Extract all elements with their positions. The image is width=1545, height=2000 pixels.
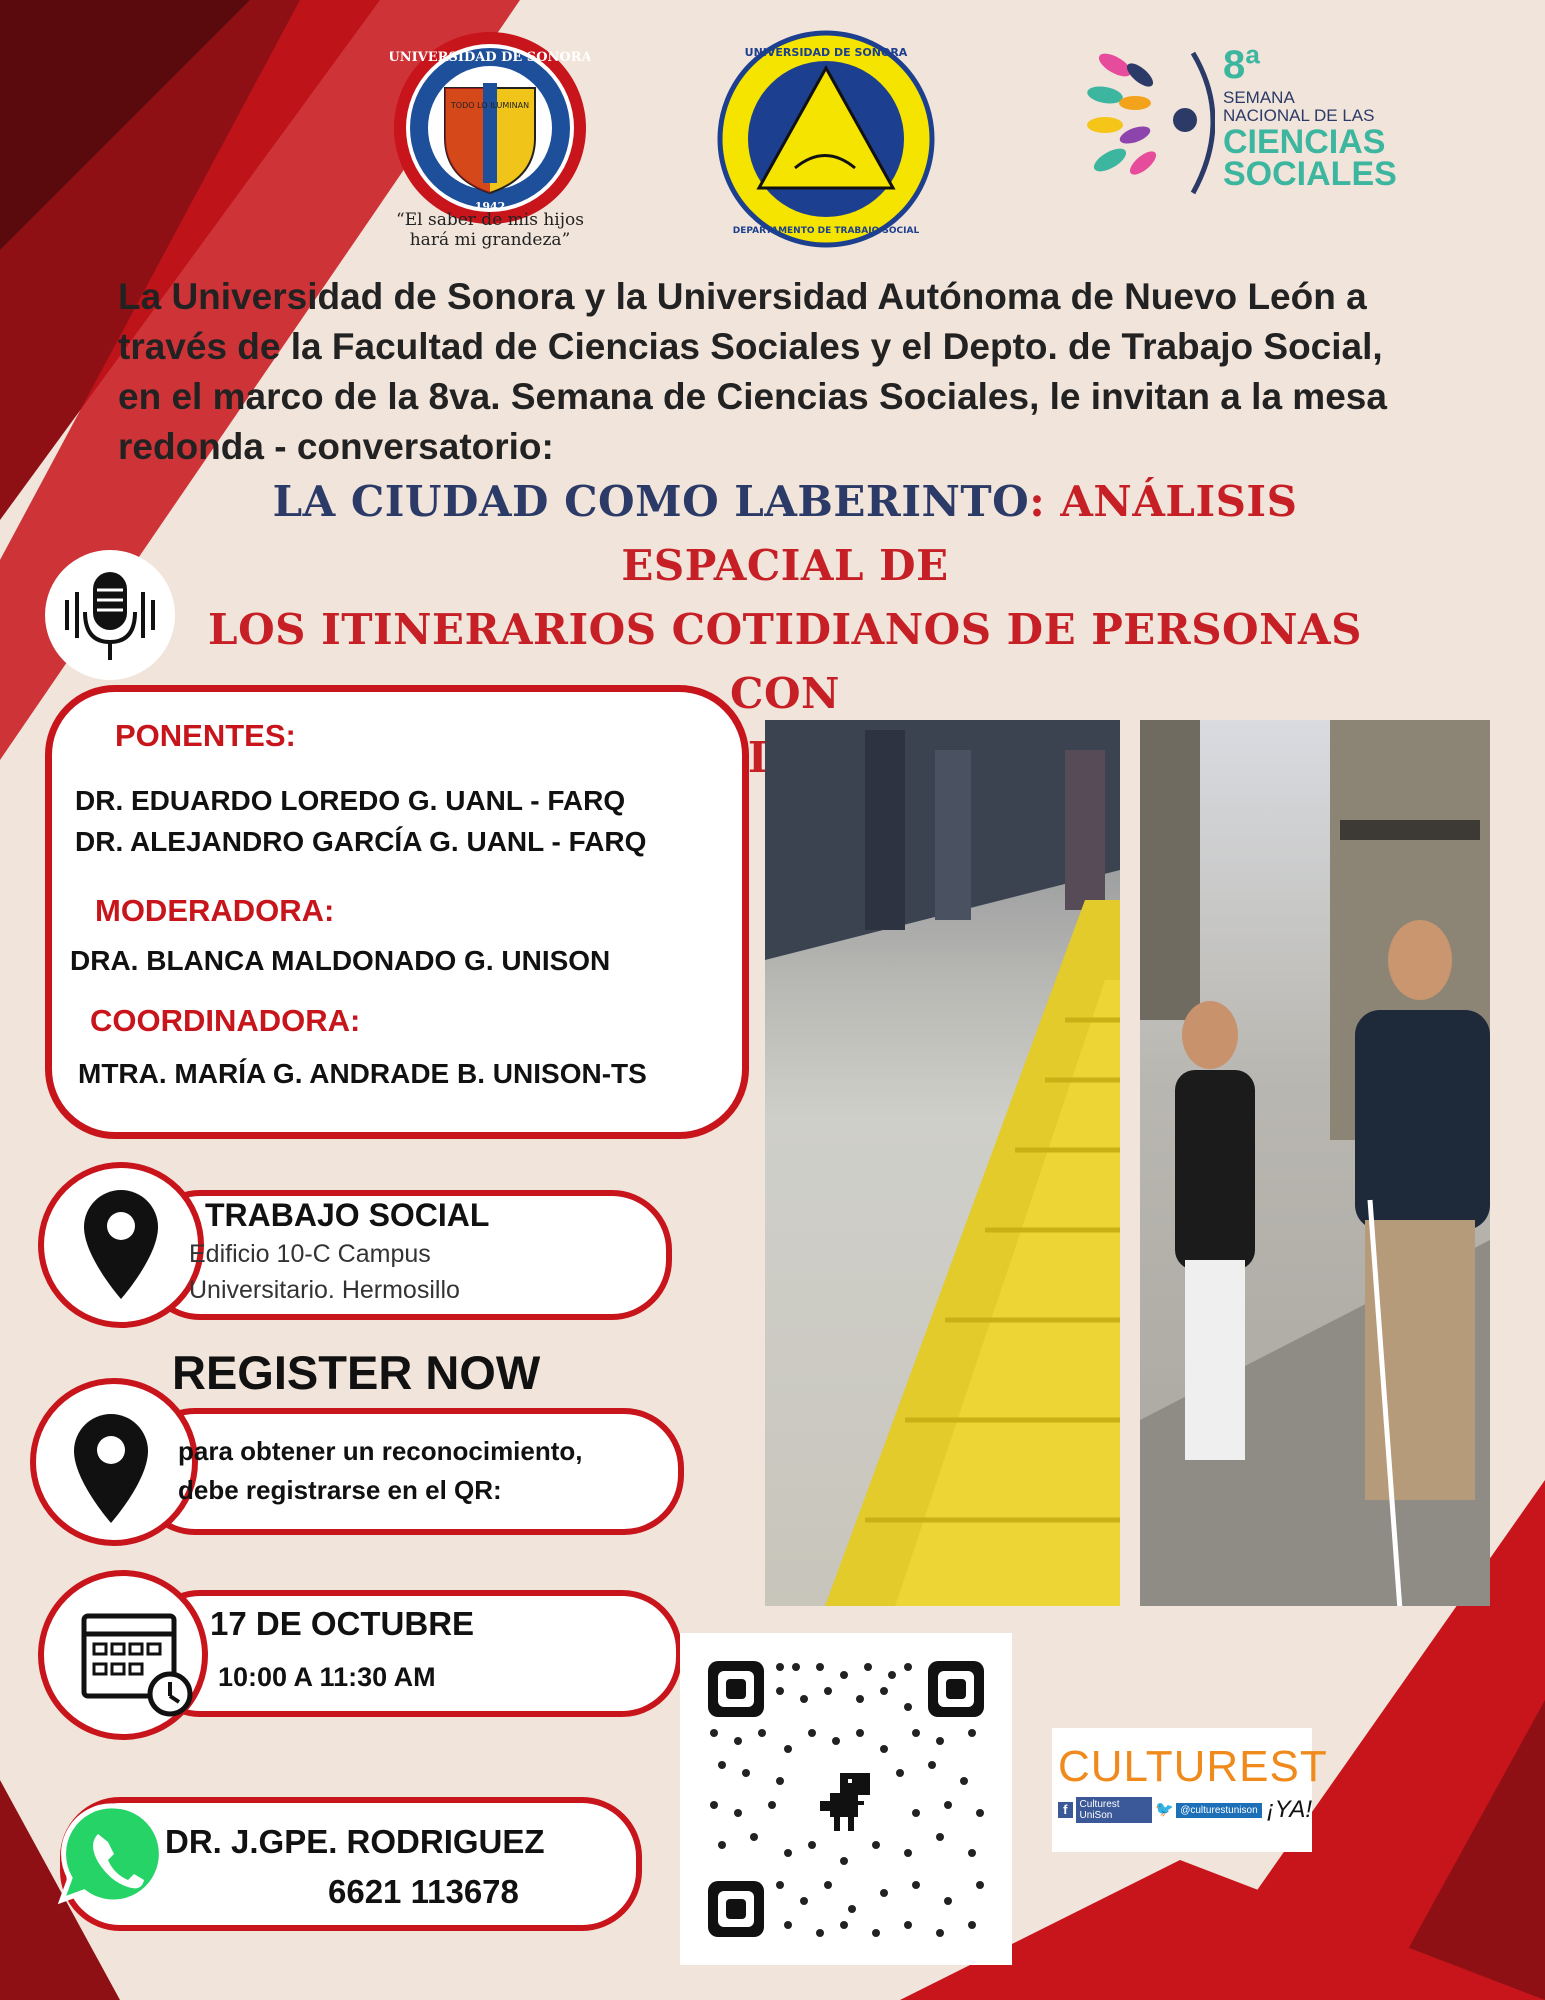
register-line2: debe registrarse en el QR:	[178, 1475, 502, 1505]
ponente-1: DR. EDUARDO LOREDO G. UANL - FARQ	[75, 785, 626, 816]
trabajo-social-seal-logo	[715, 28, 937, 250]
unison-motto	[370, 210, 610, 250]
event-time: 10:00 A 11:30 AM	[218, 1662, 436, 1692]
ts-seal-top-text: UNIVERSIDAD DE SONORA	[744, 46, 908, 59]
intro-line-4: redonda - conversatorio:	[118, 426, 554, 467]
twitter-icon: 🐦	[1155, 1801, 1174, 1818]
register-line1: para obtener un reconocimiento,	[178, 1436, 583, 1466]
intro-paragraph	[118, 272, 1518, 472]
motto-line-1: “El saber de mis hijos	[396, 210, 584, 230]
register-now-heading: REGISTER NOW	[172, 1346, 541, 1399]
location-icon-circle	[38, 1162, 204, 1328]
title-line2: LOS ITINERARIOS COTIDIANOS DE PERSONAS CON	[208, 605, 1362, 718]
unison-seal-year: 1942	[474, 200, 506, 213]
contact-name: DR. J.GPE. RODRIGUEZ	[165, 1823, 545, 1860]
location-line2: Universitario. Hermosillo	[189, 1276, 460, 1304]
culturest-title: CULTUREST	[1058, 1742, 1328, 1791]
tactile-paving-photo	[765, 720, 1120, 1606]
intro-line-3: en el marco de la 8va. Semana de Ciencias Sociales, le invitan a la mesa	[118, 376, 1387, 417]
semana-line4: SOCIALES	[1223, 155, 1397, 193]
register-box	[135, 1408, 684, 1535]
intro-line-1: La Universidad de Sonora y la Universidad Autónoma de Nuevo León a	[118, 276, 1367, 317]
facebook-icon: f	[1058, 1802, 1073, 1818]
semana-ciencias-sociales-logo	[1085, 43, 1397, 195]
location-title: TRABAJO SOCIAL	[205, 1197, 490, 1233]
blind-walkers-photo	[1140, 720, 1490, 1606]
map-pin-icon	[36, 1384, 192, 1540]
culturest-logo	[1052, 1728, 1328, 1852]
calendar-clock-icon	[44, 1576, 202, 1734]
title-part2: : ANÁLISIS ESPACIAL DE	[621, 477, 1298, 590]
intro-line-2: través de la Facultad de Ciencias Sociales y el Depto. de Trabajo Social,	[118, 326, 1383, 367]
title-part1: LA CIUDAD COMO LABERINTO	[272, 477, 1030, 526]
coordinadora-name: MTRA. MARÍA G. ANDRADE B. UNISON-TS	[78, 1058, 647, 1089]
culturest-twitter: @culturestunison	[1176, 1803, 1261, 1818]
map-pin-icon	[44, 1168, 198, 1322]
ponentes-label: PONENTES:	[115, 718, 296, 753]
register-icon-circle	[30, 1378, 198, 1546]
contact-phone: 6621 113678	[328, 1873, 519, 1910]
semana-line1: SEMANA	[1223, 88, 1295, 107]
registration-qr-code[interactable]	[680, 1633, 1012, 1965]
moderadora-name: DRA. BLANCA MALDONADO G. UNISON	[70, 945, 611, 976]
coordinadora-label: COORDINADORA:	[90, 1003, 361, 1038]
event-date: 17 DE OCTUBRE	[210, 1605, 475, 1642]
calendar-icon-circle	[38, 1570, 208, 1740]
unison-seal-logo	[390, 28, 590, 228]
semana-number: 8ª	[1223, 43, 1261, 87]
microphone-icon	[45, 550, 175, 680]
semana-burst-icon	[1085, 45, 1215, 195]
semana-line2: NACIONAL DE LAS	[1223, 106, 1375, 125]
moderadora-label: MODERADORA:	[95, 893, 335, 928]
unison-seal-text: UNIVERSIDAD DE SONORA	[390, 50, 590, 65]
semana-line3: CIENCIAS	[1223, 123, 1386, 161]
motto-line-2: hará mi grandeza”	[409, 230, 571, 250]
culturest-ya: ¡YA!	[1266, 1796, 1312, 1823]
ponente-2: DR. ALEJANDRO GARCÍA G. UANL - FARQ	[75, 826, 647, 857]
ts-seal-bottom-text: DEPARTAMENTO DE TRABAJO SOCIAL	[732, 226, 920, 236]
location-line1: Edificio 10-C Campus	[189, 1240, 431, 1268]
unison-seal-motto-small: TODO LO ILUMINAN	[450, 101, 530, 110]
culturest-facebook: Culturest UniSon	[1076, 1797, 1153, 1823]
whatsapp-icon	[58, 1800, 170, 1912]
